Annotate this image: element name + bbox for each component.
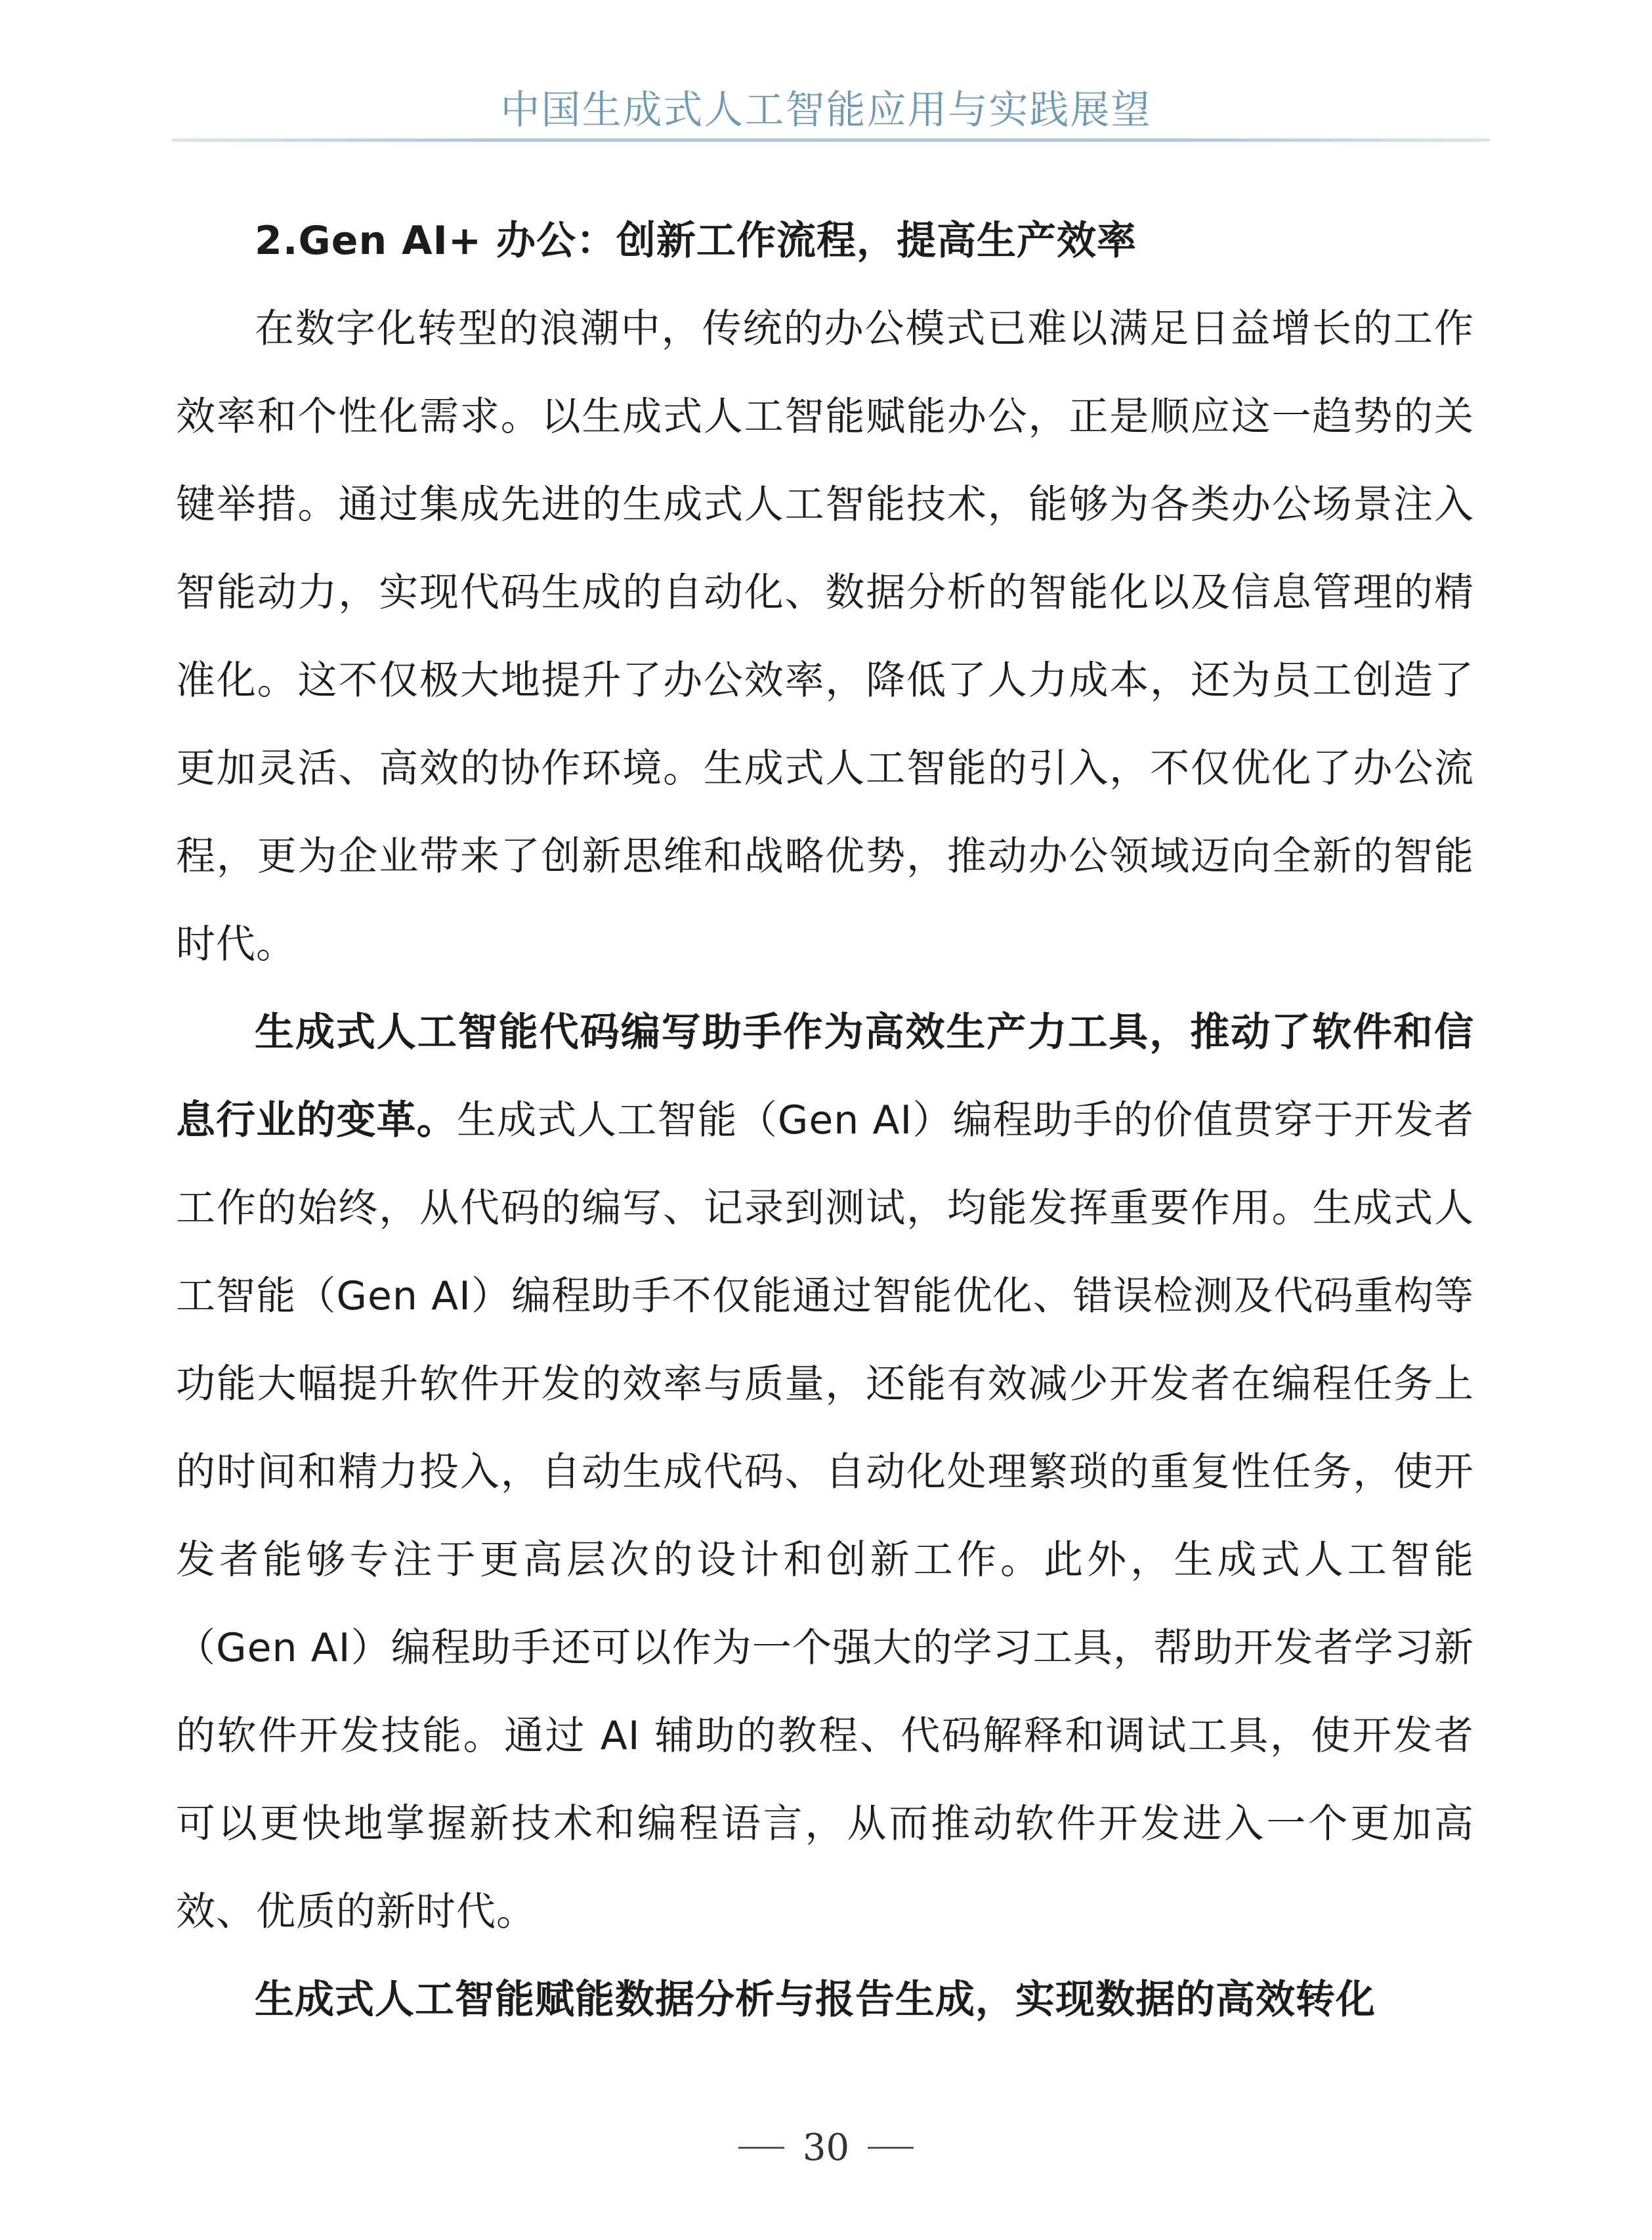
paragraph-3 [176,1956,1474,2044]
paragraph-1-text: 在数字化转型的浪潮中，传统的办公模式已难以满足日益增长的工作效率和个性化需求。以生成式人工智能赋能办公，正是顺应这一趋势的关键举措。通过集成先进的生成式人工智能技术，能够为各类办公场景注入智能动力，实现代码生成的自动化、数据分析的智能化以及信息管理的精准化。这不仅极大地提升了办公效率，降低了人力成本，还为员工创造了更加灵活、高效的协作环境。生成式人工智能的引入，不仅优化了办公流程，更为企业带来了创新思维和战略优势，推动办公领域迈向全新的智能时代。 [176,306,1474,967]
header-divider [172,138,1490,142]
running-header-title: 中国生成式人工智能应用与实践展望 [500,87,1152,133]
paragraph-2-text: 生成式人工智能（Gen AI）编程助手的价值贯穿于开发者工作的始终，从代码的编写、记录到测试，均能发挥重要作用。生成式人工智能（Gen AI）编程助手不仅能通过智能优化、错误检测及代码重构等功能大幅提升软件开发的效率与质量，还能有效减少开发者在编程任务上的时间和精力投入，自动生成代码、自动化处理繁琐的重复性任务，使开发者能够专注于更高层次的设计和创新工作。此外，生成式人工智能（Gen AI）编程助手还可以作为一个强大的学习工具，帮助开发者学习新的软件开发技能。通过 AI 辅助的教程、代码解释和调试工具，使开发者可以更快地掌握新技术和编程语言，从而推动软件开发进入一个更加高效、优质的新时代。 [176,1097,1474,1935]
page-body [176,197,1474,2044]
paragraph-3-lead: 生成式人工智能赋能数据分析与报告生成，实现数据的高效转化 [255,1977,1376,2023]
paragraph-1 [176,285,1474,988]
paragraph-2 [176,988,1474,1956]
page-footer [0,2121,1652,2174]
page-number: 30 [802,2126,850,2169]
footer-dash-right [868,2147,914,2149]
section-heading: 2.Gen AI+ 办公：创新工作流程，提高生产效率 [255,218,1137,264]
paragraph-2-lead: 生成式人工智能代码编写助手作为高效生产力工具，推动了软件和信息行业的变革。 [176,1009,1474,1143]
footer-dash-left [738,2147,784,2149]
